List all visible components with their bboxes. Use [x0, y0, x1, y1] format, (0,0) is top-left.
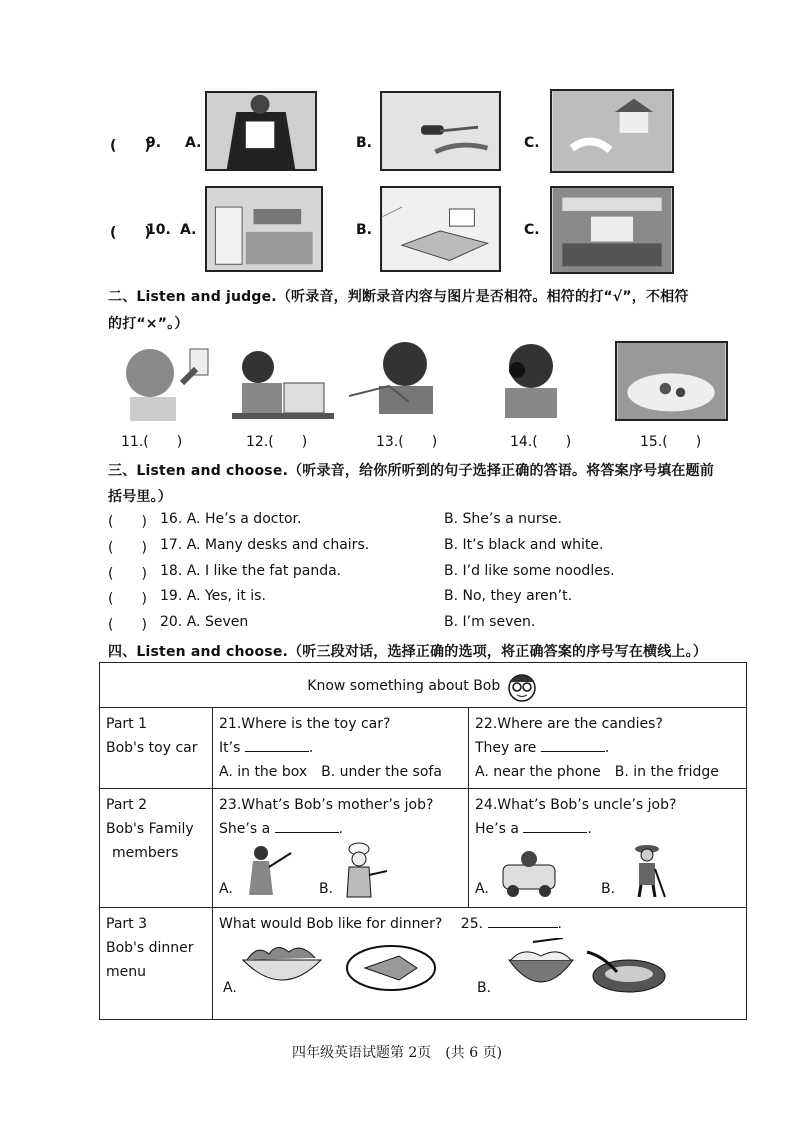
- q12-picture: [232, 343, 334, 421]
- farmer-icon: [625, 841, 669, 899]
- q24-question: 24.What’s Bob’s uncle’s job?: [475, 797, 677, 813]
- q16-paren: ( ): [108, 514, 147, 530]
- part2-label: [100, 789, 213, 908]
- q12-caption: 12.( ): [246, 434, 308, 450]
- q23-answer-line: She’s a .: [219, 817, 462, 841]
- q23-blank[interactable]: [275, 818, 339, 833]
- q11-picture: [110, 343, 216, 421]
- part2-label-line2: Bob's Family: [106, 821, 194, 837]
- q9-paren: ( ): [110, 138, 151, 154]
- section2-title-cont: 的打“×”。）: [108, 316, 189, 332]
- q22-answer-prefix: They are: [475, 740, 537, 756]
- q24-answer-line: He’s a .: [475, 817, 740, 841]
- q13-caption: 13.( ): [376, 434, 438, 450]
- q25-question: What would Bob like for dinner?: [219, 916, 443, 932]
- q24-blank[interactable]: [523, 818, 587, 833]
- part3-label: [100, 908, 213, 1020]
- salad-bowl-icon: [237, 938, 327, 994]
- q10-picture-a: [205, 186, 323, 272]
- q16-option-a: 16. A. He’s a doctor.: [160, 511, 302, 527]
- q22-answer-line: They are .: [475, 736, 740, 760]
- bob-table: [99, 662, 747, 1020]
- teacher-icon: [239, 843, 295, 899]
- q25-options: [219, 936, 740, 1010]
- q14-picture: [483, 340, 579, 420]
- q19-option-a: 19. A. Yes, it is.: [160, 588, 266, 604]
- q16-option-b: B. She’s a nurse.: [444, 511, 562, 527]
- q18-option-a: 18. A. I like the fat panda.: [160, 563, 342, 579]
- cook-icon: [335, 841, 391, 899]
- q25-option-b-label: B.: [477, 980, 492, 996]
- section3-title: 三、Listen and choose.（听录音，给你所听到的句子选择正确的答语。将答案序号填在题前: [108, 463, 715, 479]
- q18-paren: ( ): [108, 566, 147, 582]
- q24-option-b-label: B.: [601, 881, 616, 897]
- bob-table-header: [100, 663, 747, 708]
- q25-option-a-label: A.: [223, 980, 237, 996]
- q19-paren: ( ): [108, 591, 147, 607]
- q23-cell: [213, 789, 469, 908]
- q20-paren: ( ): [108, 617, 147, 633]
- q21-answer-prefix: It’s: [219, 740, 241, 756]
- q21-answer-line: It’s .: [219, 736, 462, 760]
- q9-option-b-label: B.: [356, 135, 372, 151]
- q21-question: 21.Where is the toy car?: [219, 716, 391, 732]
- q10-option-a-label: A.: [180, 222, 197, 238]
- q17-option-b: B. It’s black and white.: [444, 537, 604, 553]
- q22-question: 22.Where are the candies?: [475, 716, 663, 732]
- q10-paren: ( ): [110, 225, 151, 241]
- q22-options: A. near the phone B. in the fridge: [475, 764, 719, 780]
- q24-option-a-label: A.: [475, 881, 489, 897]
- q15-caption: 15.( ): [640, 434, 702, 450]
- q17-option-a: 17. A. Many desks and chairs.: [160, 537, 370, 553]
- q9-number: 9.: [146, 135, 162, 151]
- q25-number: 25.: [460, 916, 484, 932]
- q10-picture-c: [550, 186, 674, 274]
- q25-question-line: What would Bob like for dinner? 25. .: [219, 912, 740, 936]
- q23-answer-prefix: She’s a: [219, 821, 271, 837]
- q11-caption: 11.( ): [121, 434, 183, 450]
- bob-table-title: Know something about Bob: [307, 678, 501, 694]
- q21-blank[interactable]: [245, 737, 309, 752]
- q17-paren: ( ): [108, 540, 147, 556]
- part1-label-line2: Bob's toy car: [106, 740, 198, 756]
- part3-label-line3: menu: [106, 964, 146, 980]
- part3-label-line1: Part 3: [106, 916, 147, 932]
- q15-picture: [615, 341, 728, 421]
- q21-cell: [213, 708, 469, 789]
- q22-cell: [469, 708, 747, 789]
- q25-cell: [213, 908, 747, 1020]
- q10-number: 10.: [146, 222, 171, 238]
- part1-label: [100, 708, 213, 789]
- section2-title: 二、Listen and judge.（听录音，判断录音内容与图片是否相符。相符的打“√”，不相符: [108, 289, 689, 305]
- q9-picture-a: [205, 91, 317, 171]
- part3-label-line2: Bob's dinner: [106, 940, 194, 956]
- q9-option-a-label: A.: [185, 135, 202, 151]
- q19-option-b: B. No, they aren’t.: [444, 588, 573, 604]
- q21-options: A. in the box B. under the sofa: [219, 764, 442, 780]
- q23-option-b-label: B.: [319, 881, 334, 897]
- q13-picture: [349, 340, 462, 420]
- page-footer: 四年级英语试题第 2页 (共 6 页): [291, 1045, 503, 1061]
- part2-label-line1: Part 2: [106, 797, 147, 813]
- q23-option-a-label: A.: [219, 881, 233, 897]
- q10-picture-b: [380, 186, 501, 272]
- q23-options: [219, 841, 462, 903]
- q20-option-a: 20. A. Seven: [160, 614, 249, 630]
- q9-picture-c: [550, 89, 674, 173]
- q20-option-b: B. I’m seven.: [444, 614, 536, 630]
- part1-label-line1: Part 1: [106, 716, 147, 732]
- q22-blank[interactable]: [541, 737, 605, 752]
- q24-options: [475, 841, 740, 903]
- q18-option-b: B. I’d like some noodles.: [444, 563, 615, 579]
- q10-option-b-label: B.: [356, 222, 372, 238]
- q10-option-c-label: C.: [524, 222, 540, 238]
- q25-blank[interactable]: [488, 913, 558, 928]
- part2-label-line3: members: [112, 845, 179, 861]
- fish-plate-icon: [343, 938, 439, 994]
- section4-title: 四、Listen and choose.（听三段对话，选择正确的选项，将正确答案的序号写在横线上。）: [108, 644, 708, 660]
- q14-caption: 14.( ): [510, 434, 572, 450]
- q23-question: 23.What’s Bob’s mother’s job?: [219, 797, 434, 813]
- q24-answer-prefix: He’s a: [475, 821, 519, 837]
- q24-cell: [469, 789, 747, 908]
- bob-face-icon: [505, 669, 539, 703]
- soup-plate-icon: [583, 946, 667, 996]
- noodle-bowl-icon: [503, 938, 579, 998]
- q9-option-c-label: C.: [524, 135, 540, 151]
- q9-picture-b: [380, 91, 501, 171]
- section3-title-cont: 括号里。）: [108, 489, 172, 505]
- driver-car-icon: [497, 845, 561, 899]
